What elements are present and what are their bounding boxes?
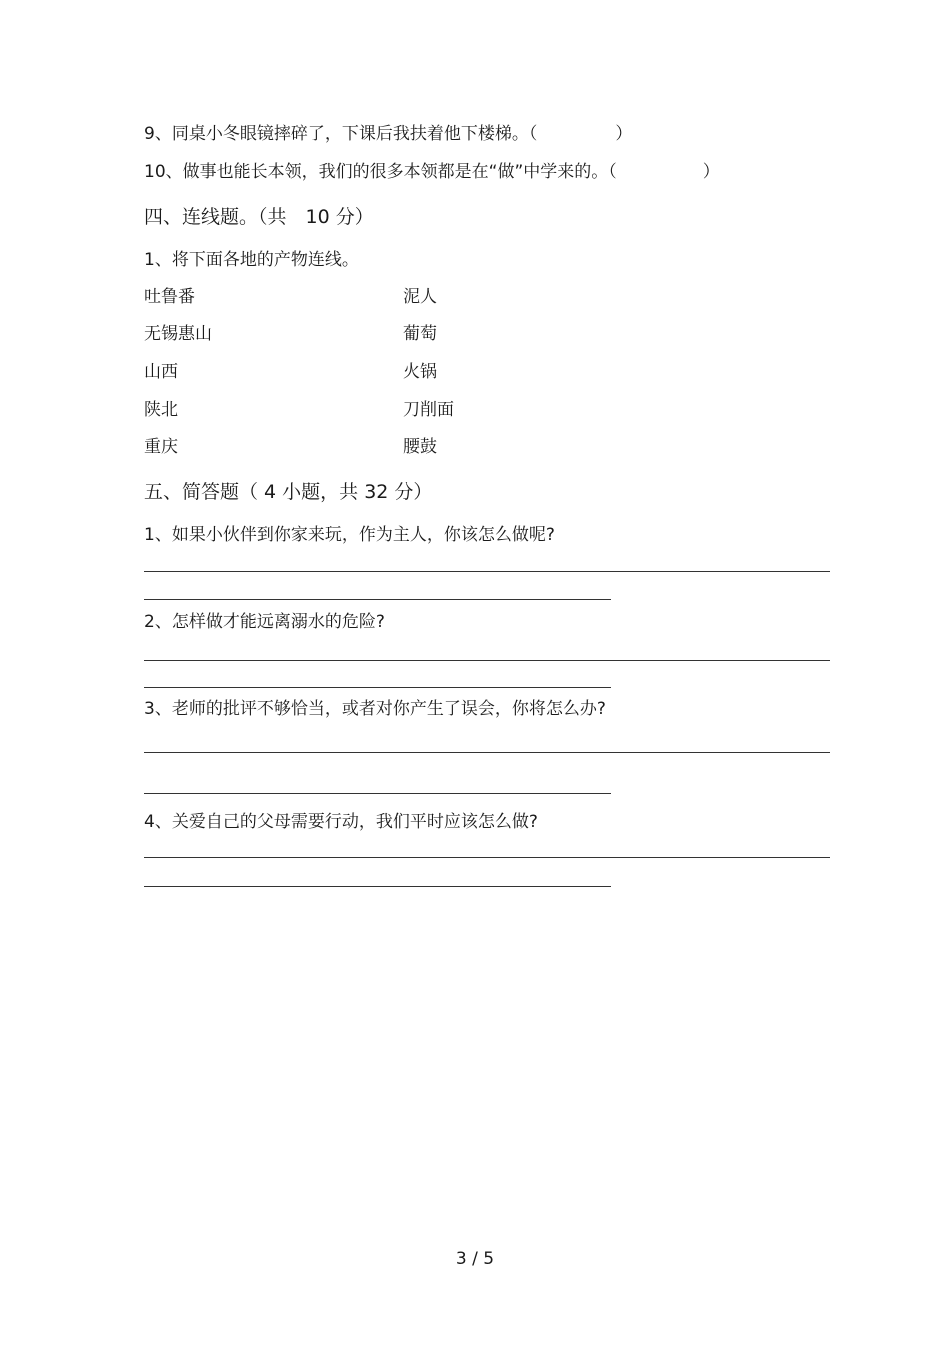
tf-item-9-close: ） [615,124,633,144]
section4-heading: 四、连线题。（共 10 分） [144,206,374,228]
answer-line [144,599,611,600]
section4-question: 1、将下面各地的产物连线。 [144,250,359,270]
section5-heading: 五、简答题（ 4 小题，共 32 分） [144,481,433,503]
answer-line [144,886,611,887]
answer-line [144,857,830,858]
section5-question-4: 4、关爱自己的父母需要行动，我们平时应该怎么做? [144,812,538,832]
match-right-item: 火锅 [403,362,437,382]
match-left-item: 无锡惠山 [144,324,212,344]
tf-item-9 [144,123,632,145]
section5-question-2: 2、怎样做才能远离溺水的危险? [144,612,385,632]
match-right-item: 刀削面 [403,400,454,420]
tf-item-10-text: 10、做事也能长本领，我们的很多本领都是在“做”中学来的。（ [144,162,617,182]
answer-line [144,571,830,572]
tf-item-10-close: ） [702,162,720,182]
section5-question-3: 3、老师的批评不够恰当，或者对你产生了误会，你将怎么办? [144,699,606,719]
match-right-item: 泥人 [403,287,437,307]
section5-question-1: 1、如果小伙伴到你家来玩，作为主人，你该怎么做呢? [144,525,555,545]
match-left-item: 山西 [144,362,178,382]
answer-line [144,752,830,753]
match-right-item: 葡萄 [403,324,437,344]
answer-line [144,793,611,794]
match-left-item: 陕北 [144,400,178,420]
tf-item-9-text: 9、同桌小冬眼镜摔碎了，下课后我扶着他下楼梯。（ [144,124,538,144]
tf-item-10 [144,161,720,183]
match-left-item: 吐鲁番 [144,287,195,307]
answer-line [144,687,611,688]
page-number: 3 / 5 [455,1249,495,1269]
match-left-item: 重庆 [144,437,178,457]
answer-line [144,660,830,661]
match-right-item: 腰鼓 [403,437,437,457]
